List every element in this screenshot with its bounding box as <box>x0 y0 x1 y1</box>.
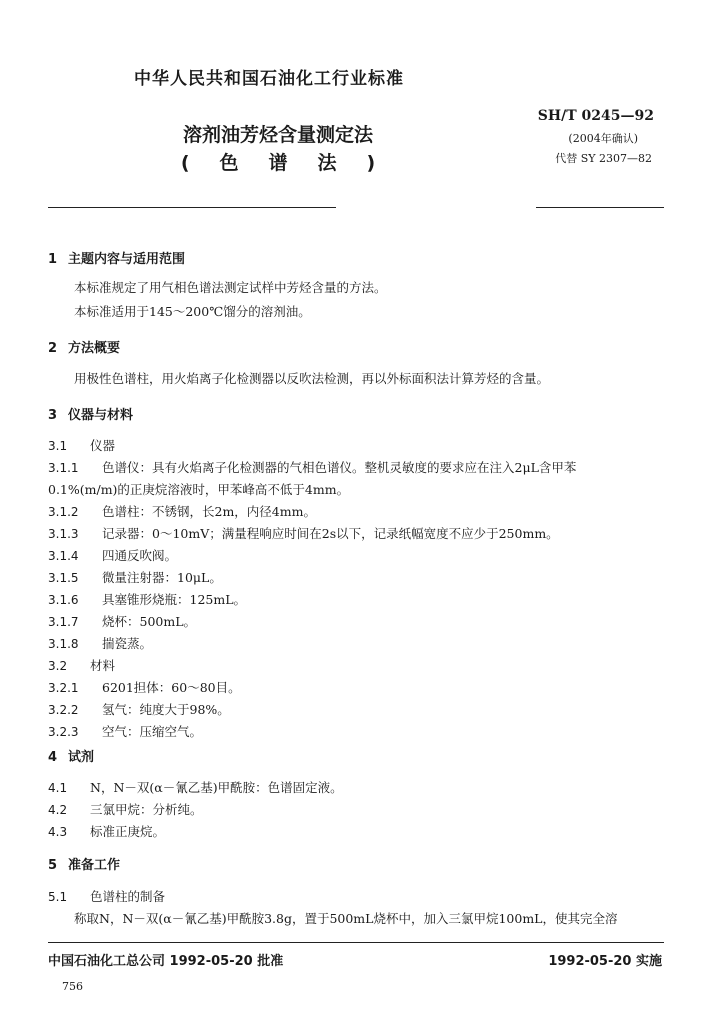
clause-number: 3.2.2 <box>48 703 79 717</box>
section-number: 1 <box>48 252 58 267</box>
clause-number: 3.1.6 <box>48 593 79 607</box>
clause-3-1-3 <box>48 524 559 542</box>
clause-number: 4.2 <box>48 803 68 817</box>
confirmation-note: (2004年确认) <box>568 132 638 145</box>
clause-text: 四通反吹阀。 <box>102 548 178 563</box>
section-5-heading <box>48 854 120 873</box>
clause-number: 3.1.5 <box>48 571 79 585</box>
clause-3-1-1 <box>48 458 576 476</box>
clause-4-2 <box>48 800 203 818</box>
clause-text: 6201担体：60～80目。 <box>102 680 241 695</box>
clause-number: 3.1.3 <box>48 527 79 541</box>
section-number: 4 <box>48 750 58 765</box>
header-rule-right <box>536 207 664 208</box>
clause-number: 3.2.1 <box>48 681 79 695</box>
section-title: 准备工作 <box>68 858 121 873</box>
clause-4-1 <box>48 778 343 796</box>
clause-4-3 <box>48 822 165 840</box>
clause-number: 3.2.3 <box>48 725 79 739</box>
clause-text: 仪器 <box>90 438 116 453</box>
section-1-paragraph-1: 本标准规定了用气相色谱法测定试样中芳烃含量的方法。 <box>74 280 387 295</box>
clause-3-2-1 <box>48 678 241 696</box>
section-title: 主题内容与适用范围 <box>68 252 186 267</box>
clause-number: 4.3 <box>48 825 68 839</box>
clause-5-1-paragraph-1: 称取N，N－双(α－氰乙基)甲酰胺3.8g，置于500mL烧杯中，加入三氯甲烷100mL，使其完全溶 <box>74 911 618 926</box>
document-subtitle: (色谱法) <box>180 152 406 174</box>
clause-text: 揣瓷蒸。 <box>102 636 153 651</box>
section-number: 2 <box>48 341 58 356</box>
section-1-paragraph-2: 本标准适用于145～200℃馏分的溶剂油。 <box>74 304 311 319</box>
clause-text: 氢气：纯度大于98%。 <box>102 702 230 717</box>
clause-text: 烧杯：500mL。 <box>102 614 197 629</box>
clause-number: 4.1 <box>48 781 68 795</box>
section-2-paragraph-1: 用极性色谱柱，用火焰离子化检测器以反吹法检测，再以外标面积法计算芳烃的含量。 <box>74 371 550 386</box>
clause-text: 微量注射器：10μL。 <box>102 570 222 585</box>
clause-number: 3.1.4 <box>48 549 79 563</box>
approval-note: 中国石油化工总公司 1992-05-20 批准 <box>48 954 284 969</box>
section-4-heading <box>48 746 94 765</box>
clause-3-2 <box>48 656 115 674</box>
standard-number: SH/T 0245—92 <box>537 108 654 124</box>
standard-category: 中华人民共和国石油化工行业标准 <box>134 69 404 89</box>
footer-rule <box>48 942 664 943</box>
section-3-heading <box>48 404 133 423</box>
clause-3-1-5 <box>48 568 222 586</box>
section-1-heading <box>48 248 185 267</box>
section-title: 方法概要 <box>68 341 121 356</box>
clause-3-1-8 <box>48 634 152 652</box>
clause-text: 色谱柱：不锈钢，长2m，内径4mm。 <box>102 504 316 519</box>
section-number: 5 <box>48 858 58 873</box>
header-rule-left <box>48 207 336 208</box>
clause-text: 具塞锥形烧瓶：125mL。 <box>102 592 247 607</box>
clause-number: 3.1.2 <box>48 505 79 519</box>
clause-3-2-2 <box>48 700 230 718</box>
page-number: 756 <box>62 980 83 993</box>
clause-number: 3.1 <box>48 439 68 453</box>
clause-text: N，N－双(α－氰乙基)甲酰胺：色谱固定液。 <box>90 780 343 795</box>
section-2-heading <box>48 337 120 356</box>
clause-number: 3.1.1 <box>48 461 79 475</box>
replaces-note: 代替 SY 2307—82 <box>555 152 652 165</box>
clause-number: 3.1.7 <box>48 615 79 629</box>
clause-3-1-2 <box>48 502 316 520</box>
clause-text: 标准正庚烷。 <box>90 824 166 839</box>
clause-3-1-4 <box>48 546 177 564</box>
clause-text: 记录器：0～10mV；满量程响应时间在2s以下，记录纸幅宽度不应少于250mm。 <box>102 526 559 541</box>
clause-number: 3.1.8 <box>48 637 79 651</box>
clause-3-2-3 <box>48 722 202 740</box>
clause-3-1-6 <box>48 590 246 608</box>
clause-text: 空气：压缩空气。 <box>102 724 203 739</box>
clause-number: 3.2 <box>48 659 68 673</box>
document-title: 溶剂油芳烃含量测定法 <box>182 124 373 146</box>
clause-3-1-1-continuation: 0.1%(m/m)的正庚烷溶液时，甲苯峰高不低于4mm。 <box>48 482 350 497</box>
clause-text: 材料 <box>90 658 116 673</box>
clause-5-1 <box>48 887 165 905</box>
clause-number: 5.1 <box>48 890 68 904</box>
section-number: 3 <box>48 408 58 423</box>
effective-date: 1992-05-20 实施 <box>548 954 662 969</box>
clause-3-1 <box>48 436 115 454</box>
clause-text: 三氯甲烷：分析纯。 <box>90 802 203 817</box>
clause-text: 色谱仪：具有火焰离子化检测器的气相色谱仪。整机灵敏度的要求应在注入2μL含甲苯 <box>102 460 577 475</box>
clause-3-1-7 <box>48 612 196 630</box>
section-title: 仪器与材料 <box>68 408 134 423</box>
clause-text: 色谱柱的制备 <box>90 889 166 904</box>
section-title: 试剂 <box>68 750 95 765</box>
